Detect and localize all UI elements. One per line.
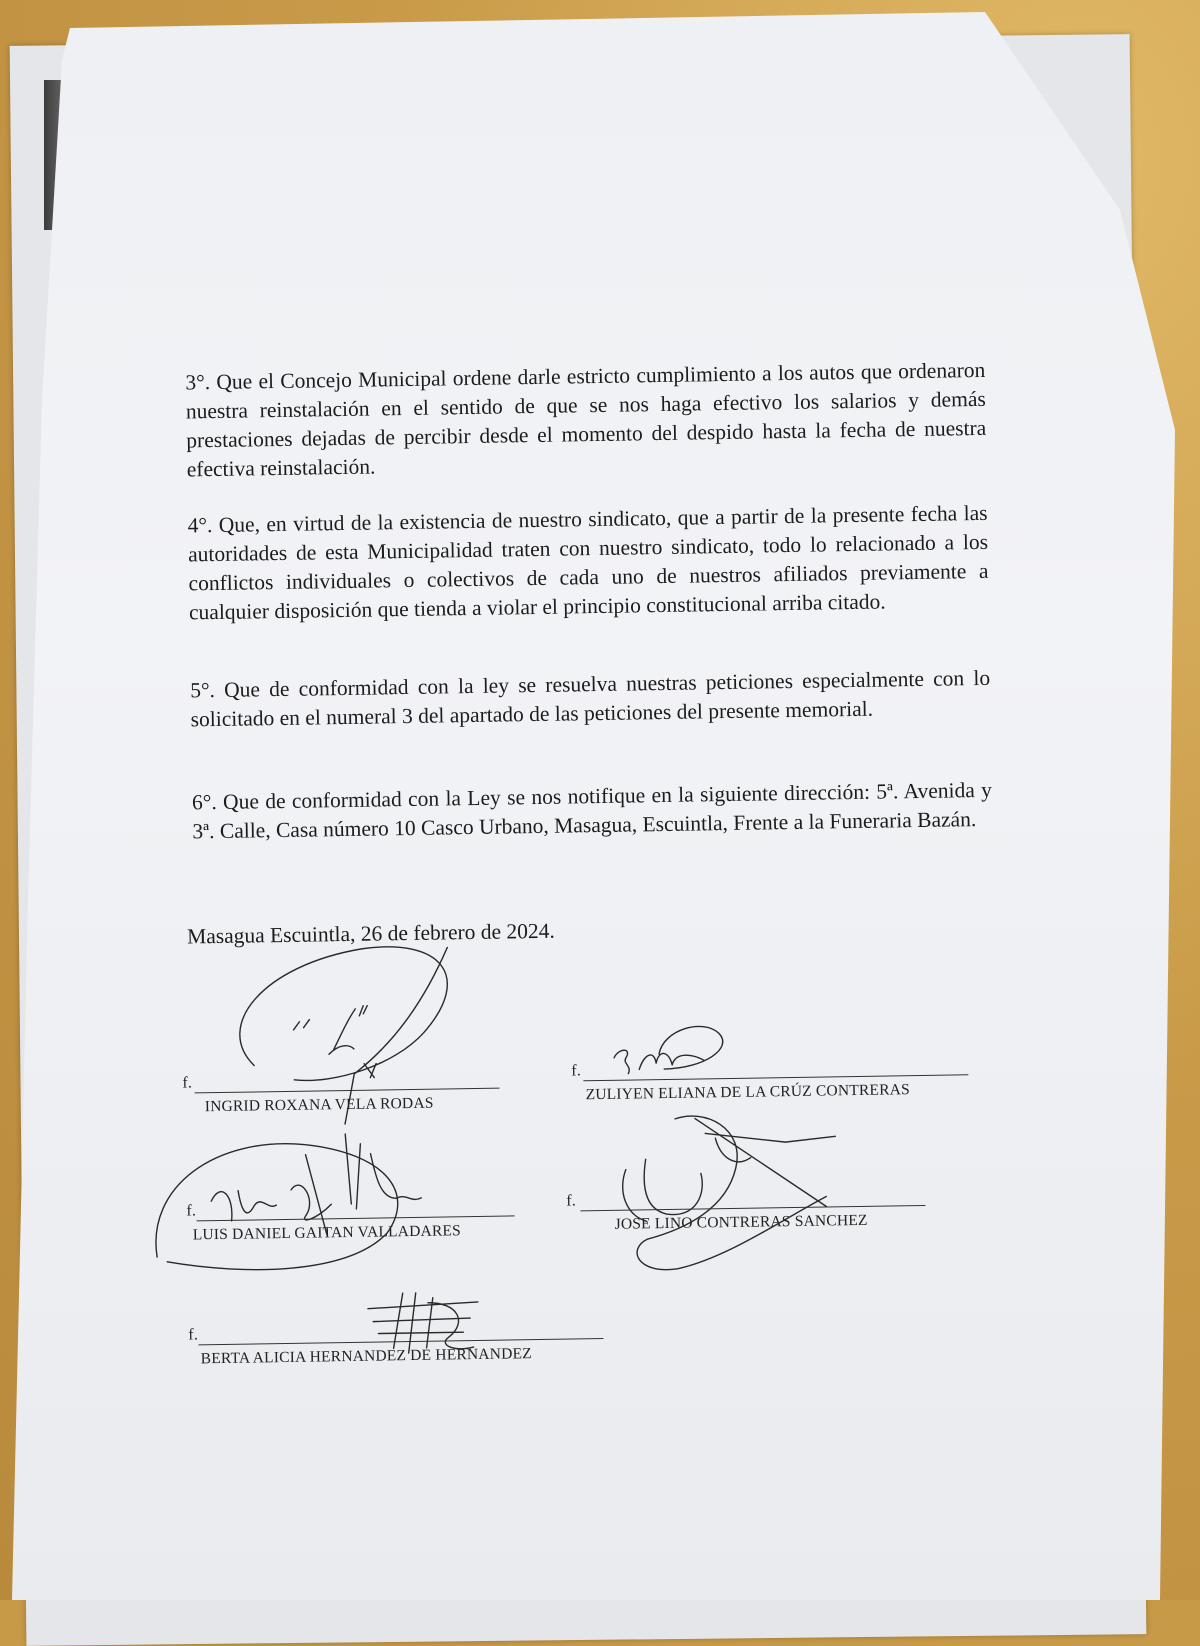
signature-scribble-berta [368,1292,479,1354]
signature-prefix: f. [188,1326,199,1344]
signature-prefix: f. [182,1074,193,1092]
signatory-name: INGRID ROXANA VELA RODAS [204,1094,434,1116]
signatory-name: ZULIYEN ELIANA DE LA CRÚZ CONTRERAS [585,1081,911,1104]
paragraph-3: 3°. Que el Concejo Municipal ordene darle estricto cumplimiento a los autos que ordenaron nuestra reinstalación en el sentido de que se nos haga efectivo los salarios y demás prestaciones dejadas de percibir desde el momento del despido hasta la fecha de nuestra efectiva reinstalación. [185,357,987,482]
paragraph-6: 6°. Que de conformidad con la Ley se nos notifique en la siguiente dirección: 5ª. Avenida y 3ª. Calle, Casa número 10 Casco Urbano, Masagua, Escuintla, Frente a la Funeraria Bazán. [191,777,993,844]
signature-line [580,1205,925,1211]
signature-prefix: f. [571,1062,582,1080]
signature-scribble-jose [622,1114,838,1271]
place-and-date: Masagua Escuintla, 26 de febrero de 2024. [186,918,556,949]
signature-prefix: f. [566,1192,577,1210]
paragraph-4: 4°. Que, en virtud de la existencia de nuestro sindicato, que a partir de la presente fecha las autoridades de esta Municipalidad traten con nuestro sindicato, todo lo relacionado a los conflictos individuales o colectivos de cada uno de nuestros afiliados previamente a cualquier disposición que tienda a violar el principio constitucional arriba citado. [187,500,989,625]
signature-line [199,1338,604,1345]
signatory-name: JOSE LINO CONTRERAS SANCHEZ [614,1211,868,1233]
signatory-name: LUIS DANIEL GAITAN VALLADARES [192,1222,462,1244]
signature-line [195,1088,500,1094]
signature-prefix: f. [186,1202,197,1220]
paragraph-5: 5°. Que de conformidad con la ley se resuelva nuestras peticiones especialmente con lo solicitado en el numeral 3 del apartado de las peticiones del presente memorial. [190,665,991,732]
signature-line [583,1074,968,1081]
signature-line [197,1215,515,1221]
signature-scribble-zuliyen [614,1026,724,1074]
signatory-name: BERTA ALICIA HERNANDEZ DE HERNANDEZ [200,1345,532,1368]
